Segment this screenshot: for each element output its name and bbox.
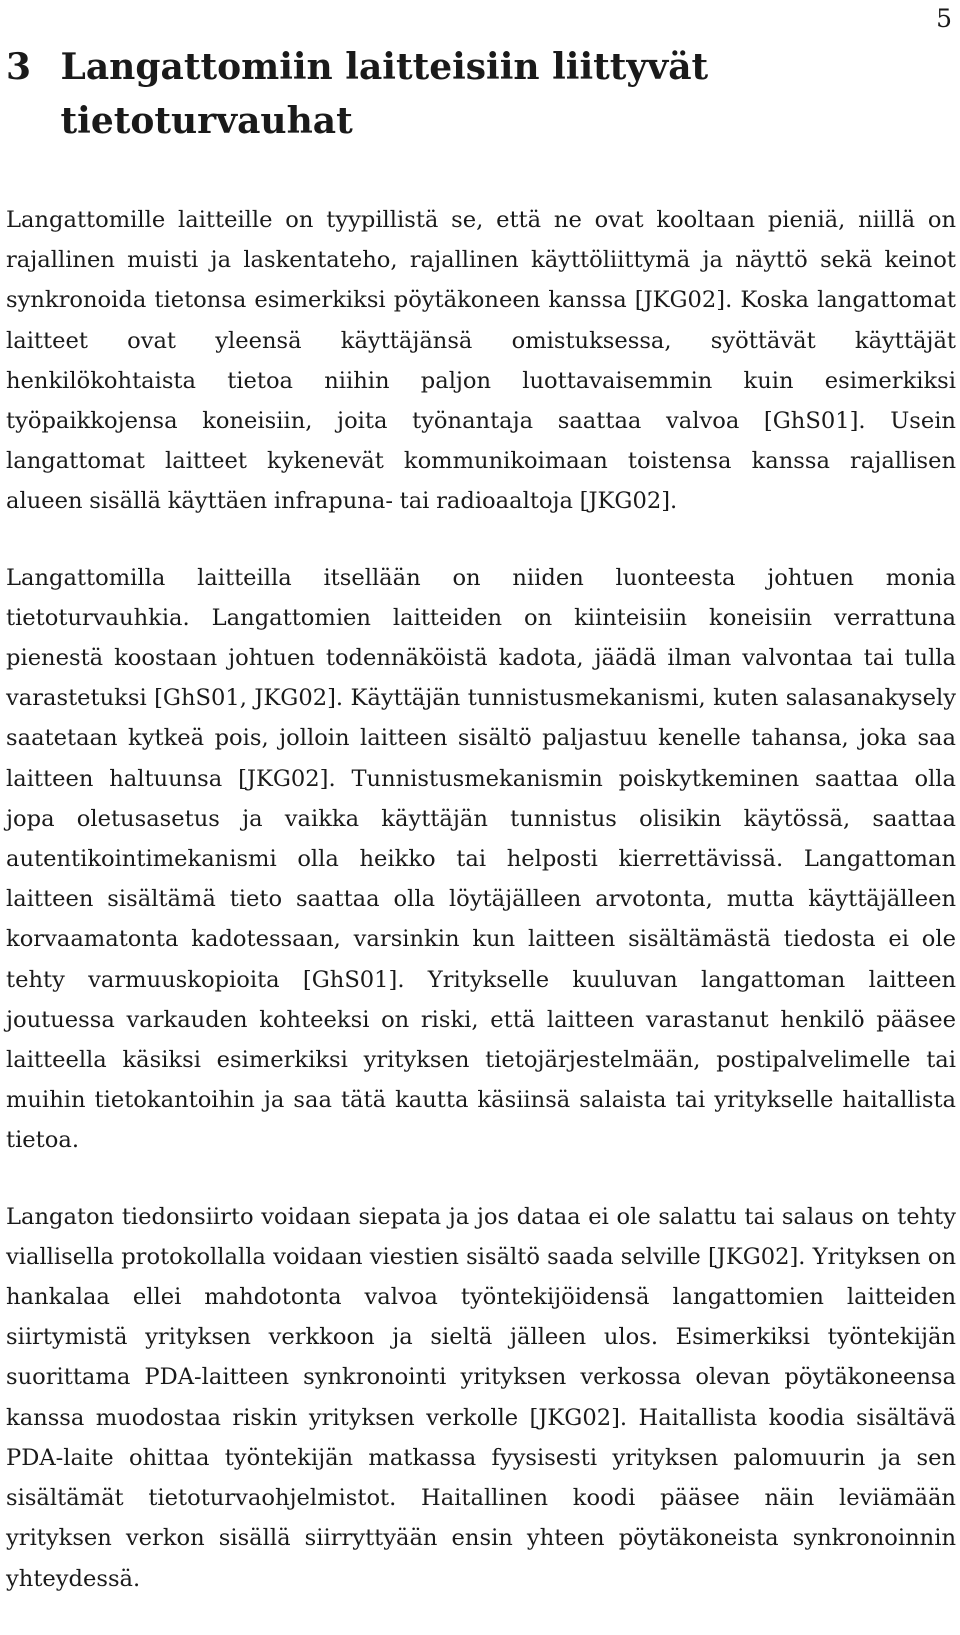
chapter-title: Langattomiin laitteisiin liittyvät tietoturvauhat <box>60 46 709 142</box>
paragraph-device-characteristics: Langattomille laitteille on tyypillistä se, että ne ovat kooltaan pieniä, niillä on rajallinen muisti ja laskentateho, rajallinen käyttöliittymä ja näyttö sekä keinot synkronoida tietonsa esimerkiksi pöytäkoneen kanssa [JKG02]. Koska langattomat laitteet ovat yleensä käyttäjänsä omistuksessa, syöttävät käyttäjät henkilökohtaista tietoa niihin paljon luottavaisemmin kuin esimerkiksi työpaikkojensa koneisiin, joita työnantaja saattaa valvoa [GhS01]. Usein langattomat laitteet kykenevät kommunikoimaan toistensa kanssa rajallisen alueen sisällä käyttäen infrapuna- tai radioaaltoja [JKG02]. <box>6 207 956 515</box>
document-page <box>6 40 956 1635</box>
chapter-heading <box>6 40 956 148</box>
page-number: 5 <box>936 4 952 33</box>
chapter-number: 3 <box>6 46 32 88</box>
paragraph-wireless-transfer: Langaton tiedonsiirto voidaan siepata ja jos dataa ei ole salattu tai salaus on tehty viallisella protokollalla voidaan viestien sisältö saada selville [JKG02]. Yrityksen on hankalaa ellei mahdotonta valvoa työntekijöidensä langattomien laitteiden siirtymistä yrityksen verkkoon ja sieltä jälleen ulos. Esimerkiksi työntekijän suorittama PDA-laitteen synkronointi yrityksen verkossa olevan pöytäkoneensa kanssa muodostaa riskin yrityksen verkolle [JKG02]. Haitallista koodia sisältävä PDA-laite ohittaa työntekijän matkassa fyysisesti yrityksen palomuurin ja sen sisältämät tietoturvaohjelmistot. Haitallinen koodi pääsee näin leviämään yrityksen verkon sisällä siirryttyään ensin yhteen pöytäkoneista synkronoinnin yhteydessä. <box>6 1203 956 1592</box>
paragraph-device-threats: Langattomilla laitteilla itsellään on niiden luonteesta johtuen monia tietoturvauhkia. Langattomien laitteiden on kiinteisiin koneisiin verrattuna pienestä koostaan johtuen todennäköistä kadota, jäädä ilman valvontaa tai tulla varastetuksi [GhS01, JKG02]. Käyttäjän tunnistusmekanismi, kuten salasanakysely saatetaan kytkeä pois, jolloin laitteen sisältö paljastuu kenelle tahansa, joka saa laitteen haltuunsa [JKG02]. Tunnistusmekanismin poiskytkeminen saattaa olla jopa oletusasetus ja vaikka käyttäjän tunnistus olisikin käytössä, saattaa autentikointimekanismi olla heikko tai helposti kierrettävissä. Langattoman laitteen sisältämä tieto saattaa olla löytäjälleen arvotonta, mutta käyttäjälleen korvaamatonta kadotessaan, varsinkin kun laitteen sisältämästä tiedosta ei ole tehty varmuuskopioita [GhS01]. Yritykselle kuuluvan langattoman laitteen joutuessa varkauden kohteeksi on riski, että laitteen varastanut henkilö pääsee laitteella käsiksi esimerkiksi yrityksen tietojärjestelmään, postipalvelimelle tai muihin tietokantoihin ja saa tätä kautta käsiinsä salaista tai yritykselle haitallista tietoa. <box>6 564 956 1154</box>
